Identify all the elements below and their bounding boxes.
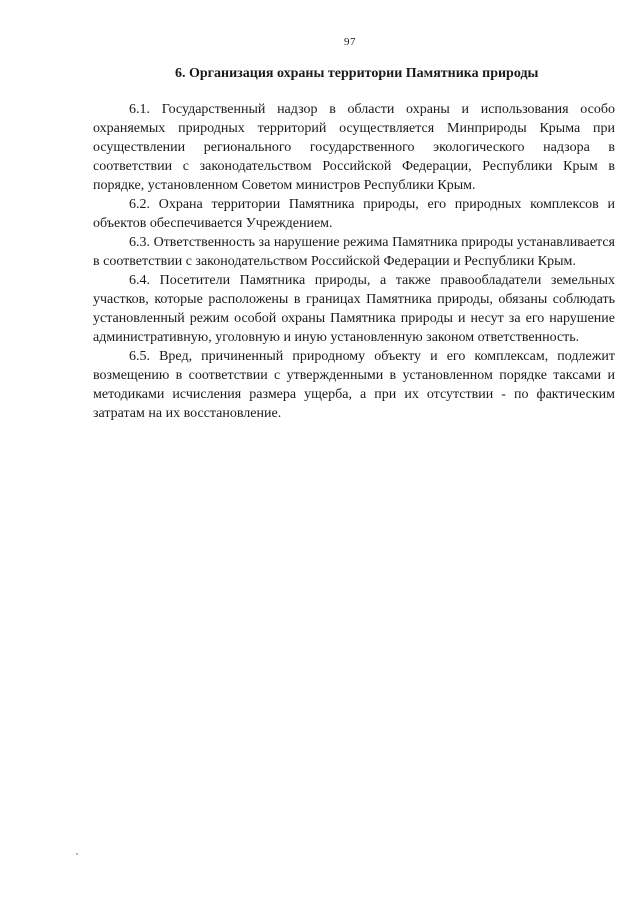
paragraph-6-2: 6.2. Охрана территории Памятника природы, его природных комплексов и объектов обеспечивается Учреждением.: [93, 197, 615, 231]
page-number: 97: [344, 36, 356, 48]
section-body: [93, 100, 615, 423]
paragraph-6-3: 6.3. Ответственность за нарушение режима Памятника природы устанавливается в соответствии с законодательством Российской Федерации и Республики Крым.: [93, 235, 615, 269]
paragraph-6-1: 6.1. Государственный надзор в области охраны и использования особо охраняемых природных территорий осуществляется Минприроды Крыма при осуществлении регионального государственного экологического надзора в соответствии с законодательством Российской Федерации, Республики Крым в порядке, установленном Советом министров Республики Крым.: [93, 102, 615, 193]
section-heading: 6. Организация охраны территории Памятника природы: [175, 66, 539, 81]
paragraph-6-4: 6.4. Посетители Памятника природы, а также правообладатели земельных участков, которые расположены в границах Памятника природы, обязаны соблюдать установленный режим особой охраны Памятника природы и несут за его нарушение административную, уголовную и иную установленную законом ответственность.: [93, 273, 615, 345]
scan-speck: [76, 853, 78, 855]
paragraph-6-5: 6.5. Вред, причиненный природному объекту и его комплексам, подлежит возмещению в соответствии с утвержденными в установленном порядке таксами и методиками исчисления размера ущерба, а при их отсутствии - по фактическим затратам на их восстановление.: [93, 349, 615, 421]
